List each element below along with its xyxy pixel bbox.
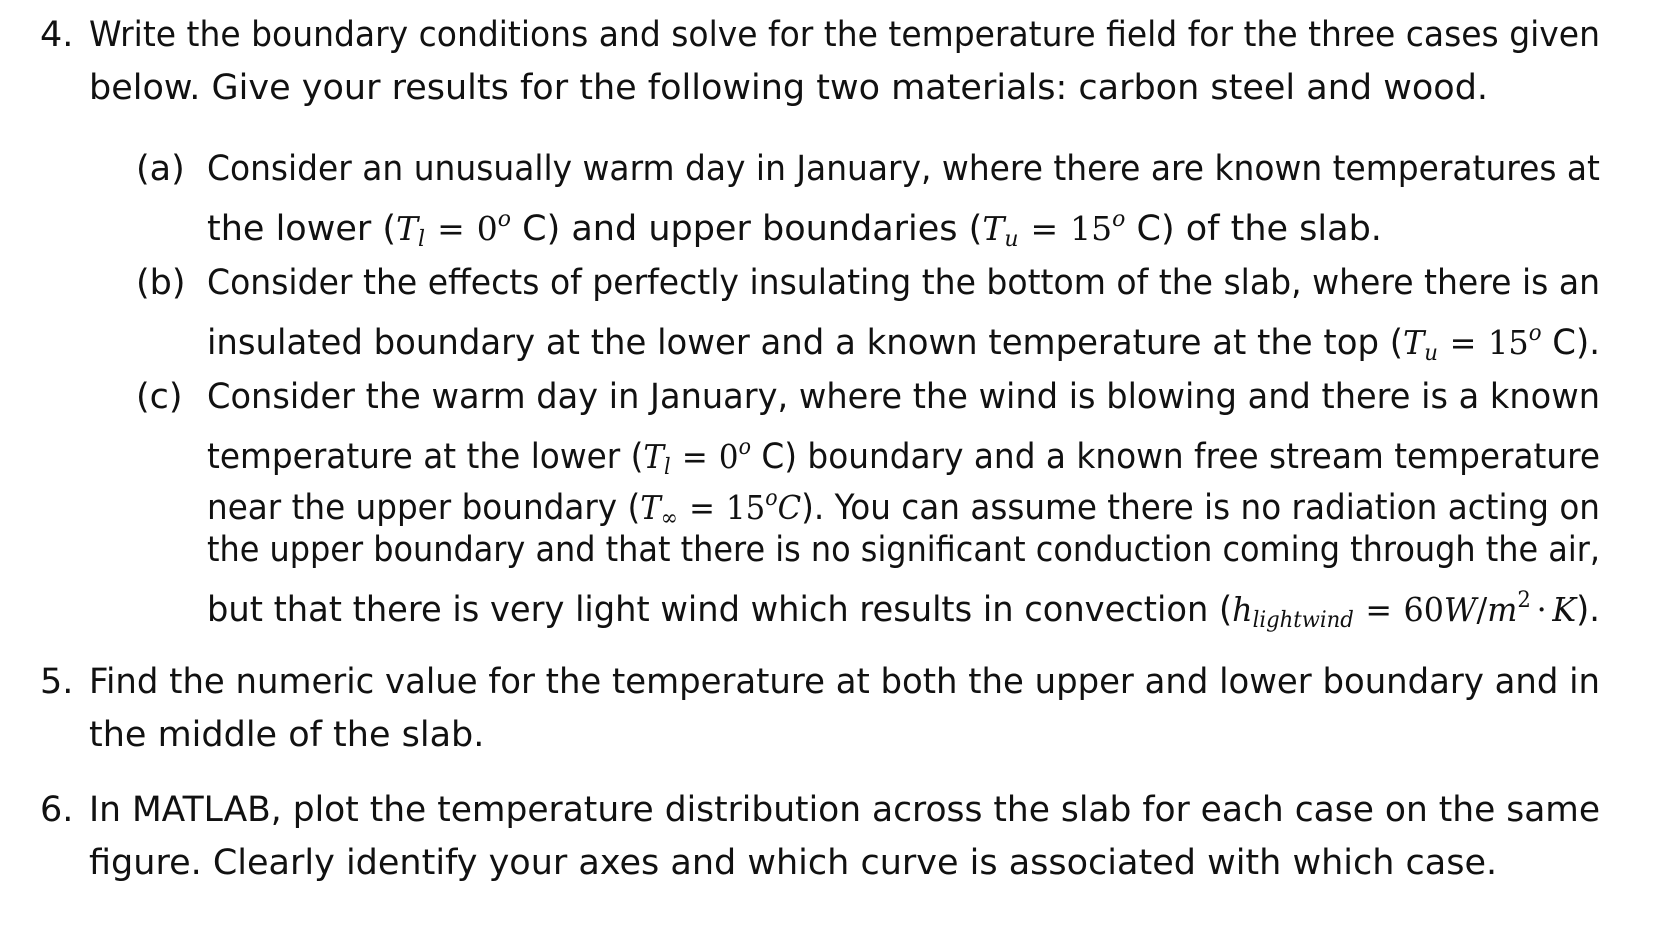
math-equals: =	[437, 209, 465, 248]
subpart-text-line	[207, 581, 1600, 641]
math-equals: =	[1365, 590, 1392, 629]
text-fragment: ).	[1576, 590, 1600, 630]
text-fragment: C).	[1541, 323, 1600, 363]
math-equals: =	[689, 488, 715, 527]
subpart-label: (c)	[136, 377, 183, 417]
problem-text-line: Find the numeric value for the temperature at both the upper and lower boundary and in	[89, 662, 1601, 702]
text-fragment: the lower (	[207, 209, 397, 249]
math-superscript: o	[497, 207, 511, 232]
problem-number: 4.	[40, 15, 74, 55]
problem-text-line: In MATLAB, plot the temperature distribution across the slab for each case on the same	[89, 790, 1601, 830]
math-subscript: ∞	[660, 506, 678, 531]
text-fragment: insulated boundary at the lower and a known temperature at the top (	[207, 323, 1403, 363]
subpart-label: (a)	[136, 149, 185, 189]
math-number: 15	[1070, 209, 1113, 248]
math-number: 60	[1403, 590, 1444, 629]
math-superscript: 2	[1517, 588, 1531, 613]
math-equals: =	[1449, 323, 1477, 362]
problem-number: 5.	[40, 662, 74, 702]
text-fragment: ). You can assume there is no radiation acting on	[801, 488, 1600, 528]
math-subscript: l	[418, 227, 426, 252]
math-symbol: T	[1402, 323, 1425, 362]
text-fragment: near the upper boundary (	[207, 488, 641, 528]
math-superscript: o	[1528, 321, 1542, 346]
subpart-label: (b)	[136, 263, 186, 303]
text-fragment: but that there is very light wind which results in convection (	[207, 590, 1233, 630]
math-symbol: T	[643, 437, 665, 476]
math-symbol: T	[982, 209, 1005, 248]
math-number: 0	[718, 437, 739, 476]
math-number: 0	[476, 209, 498, 248]
subpart-text-line: Consider the effects of perfectly insulating the bottom of the slab, where there is an	[207, 263, 1601, 303]
math-equals: =	[681, 437, 708, 476]
math-number: 15	[726, 488, 766, 527]
text-fragment: C) and upper boundaries (	[511, 209, 983, 249]
math-symbol: h	[1232, 590, 1253, 629]
math-symbol: T	[396, 209, 419, 248]
math-subscript: u	[1424, 341, 1439, 366]
math-symbol: C	[777, 488, 802, 527]
text-fragment: temperature at the lower (	[207, 437, 644, 477]
text-fragment: C) of the slab.	[1125, 209, 1382, 249]
problem-number: 6.	[40, 790, 74, 830]
math-number: 15	[1488, 323, 1529, 362]
problem-text-line: figure. Clearly identify your axes and which curve is associated with which case.	[89, 843, 1498, 883]
subpart-text-line: Consider an unusually warm day in January, where there are known temperatures at	[207, 149, 1600, 189]
subpart-text-line	[207, 314, 1600, 374]
math-dot: ·	[1536, 590, 1547, 629]
math-superscript: o	[738, 435, 751, 460]
problem-text-line: below. Give your results for the following two materials: carbon steel and wood.	[89, 68, 1489, 108]
math-symbol: m	[1487, 590, 1518, 629]
math-subscript: l	[664, 455, 671, 480]
subpart-text-line: Consider the warm day in January, where the wind is blowing and there is a known	[207, 377, 1601, 417]
subpart-text-line	[207, 200, 1382, 260]
problem-text-line: Write the boundary conditions and solve for the temperature field for the three cases given	[89, 15, 1600, 55]
math-subscript: lightwind	[1252, 608, 1354, 633]
subpart-text-line: the upper boundary and that there is no significant conduction coming through the air,	[207, 530, 1600, 570]
math-symbol: W	[1443, 590, 1477, 629]
text-fragment: C) boundary and a known free stream temperature	[750, 437, 1601, 477]
math-symbol: K	[1552, 590, 1577, 629]
math-equals: =	[1030, 209, 1059, 248]
math-symbol: T	[640, 488, 661, 527]
math-slash: /	[1476, 590, 1488, 629]
math-superscript: o	[1112, 207, 1126, 232]
problem-text-line: the middle of the slab.	[89, 715, 485, 755]
math-subscript: u	[1004, 227, 1019, 252]
math-superscript: o	[765, 486, 778, 511]
